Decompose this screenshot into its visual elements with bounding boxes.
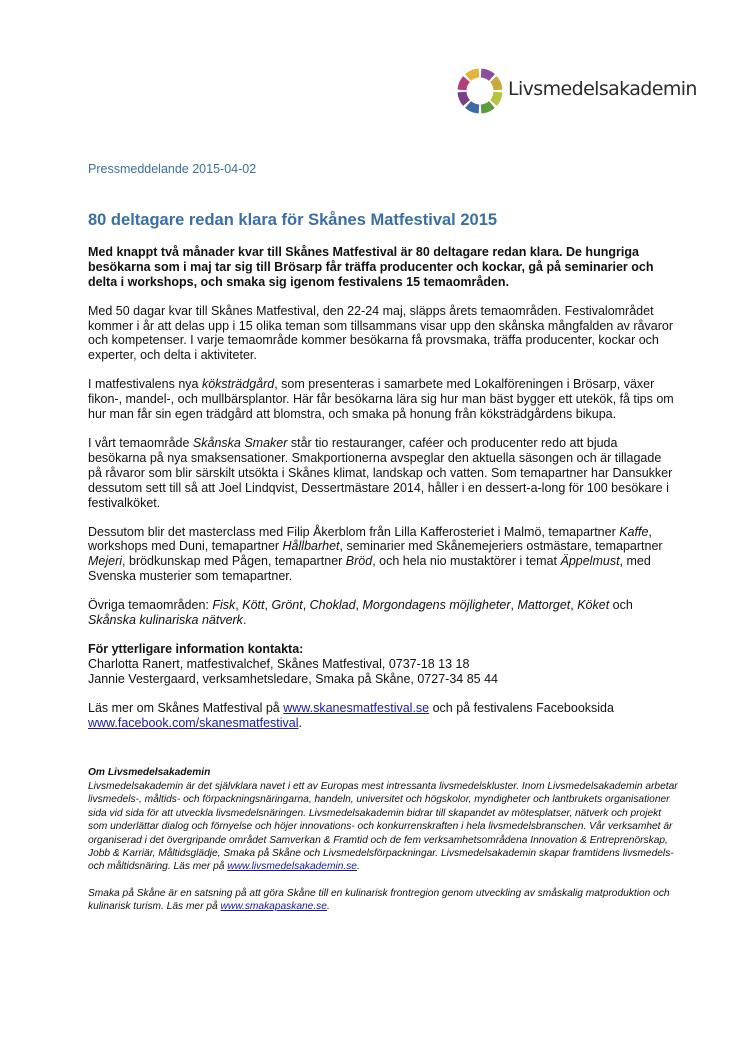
livsmedelsakademin-link[interactable]: www.livsmedelsakademin.se (227, 861, 357, 873)
facebook-link[interactable]: www.facebook.com/skanesmatfestival (88, 715, 299, 730)
paragraph-kitchen-garden: I matfestivalens nya köksträdgård, som presenteras i samarbete med Lokalföreningen i Brösarp, växer fikon-, mandel-, och mullbärsplantor. Här får besökarna lära sig hur man bäst bygger ett utekök, få tips om hur man får sin egen trädgård att blomstra, och smaka på honung från köksträdgårdens bikupa. (88, 377, 674, 422)
paragraph-skanska-smaker: I vårt temaområde Skånska Smaker står tio restauranger, caféer och producenter redo att bjuda besökarna på nya smaksensationer. Smakportionerna avspeglar den aktuella säsongen och är tillagade på råvaror som blir särskilt utsökta i Skånes klimat, landskap och vatten. Som temapartner har Dansukker dessutom sett till så att Joel Lindqvist, Dessertmästare 2014, håller i en dessert-a-long för 100 besökare i festivalköket. (88, 435, 673, 510)
smaka-section: Smaka på Skåne är en satsning på att göra Skåne till en kulinarisk frontregion genom utveckling av småskalig matproduktion och kulinarisk turism. Läs mer på www.smakapaskane.se. (88, 887, 670, 913)
logo-ring-segment (493, 79, 497, 90)
skanesmatfestival-link[interactable]: www.skanesmatfestival.se (283, 700, 430, 715)
logo-ring-segment (493, 92, 497, 103)
paragraph-themes-intro: Med 50 dagar kvar till Skånes Matfestival, den 22-24 maj, släpps årets temaområden. Festivalområdet kommer i år att delas upp i 15 olika teman som tillsammans visar upp den skånska mångfalden av råvaror och kompetenser. I varje temaområde kommer besökarna få provsmaka, träffa producenter, kockar och experter, och delta i aktiviteter. (88, 303, 673, 363)
logo-ring-segment (468, 104, 479, 108)
contact-line: Charlotta Ranert, matfestivalchef, Skånes Matfestival, 0737-18 13 18 (88, 656, 470, 671)
logo-ring-segment (462, 79, 466, 90)
press-date: Pressmeddelande 2015-04-02 (88, 162, 257, 176)
logo-ring-segment (468, 73, 479, 77)
logo-ring-segment (462, 92, 466, 103)
about-title: Om Livsmedelsakademin (88, 767, 211, 779)
read-more: Läs mer om Skånes Matfestival på www.skanesmatfestival.se och på festivalens Facebooksida www.facebook.com/skanesmatfestival. (88, 700, 614, 730)
paragraph-partners: Dessutom blir det masterclass med Filip Åkerblom från Lilla Kafferosteriet i Malmö, temapartner Kaffe, workshops med Duni, temapartner Hållbarhet, seminarier med Skånemejeriers ostmästare, temapartner Mejeri, brödkunskap med Pågen, temapartner Bröd, och hela nio mustaktörer i temat Äppelmust, med Svenska musterier som temapartner. (88, 524, 663, 584)
press-release (88, 162, 678, 914)
contact-line: Jannie Vestergaard, verksamhetsledare, Smaka på Skåne, 0727-34 85 44 (88, 671, 498, 686)
livsmedelsakademin-logo (456, 67, 697, 115)
headline: 80 deltagare redan klara för Skånes Matfestival 2015 (88, 210, 498, 229)
about-section: Om Livsmedelsakademin Livsmedelsakademin är det självklara navet i ett av Europas mest intressanta livsmedelskluster. Inom Livsmedelsakademin arbetar livsmedels-, måltids- och förpackningsnäringarna, handeln, universitet och högskolor, myndigheter och lantbrukets organisationer sida vid sida för att utveckla livsmedelsnäringen. Livsmedelsakademin bidrar till skapandet av mötesplatser, nätverk och projekt som underlättar dialog och förnyelse och höjer innovations- och konkurrenskraften i hela livsmedelsbranschen. Vår verksamhet är organiserad i det övergripande området Samverkan & Framtid och de fem verksamhetsområdena Innovation & Entreprenörskap, Jobb & Karriär, Måltidsglädje, Smaka på Skåne och Livsmedelsförpackningar. Livsmedelsakademin skapar framtidens livsmedels- och måltidsnäring. Läs mer på www.livsmedelsakademin.se. (88, 767, 678, 873)
logo-ring-segment (481, 104, 492, 108)
paragraph-other-themes: Övriga temaområden: Fisk, Kött, Grönt, Choklad, Morgondagens möjligheter, Mattorget, Köket och Skånska kulinariska nätverk. (88, 598, 633, 628)
lead-paragraph: Med knappt två månader kvar till Skånes Matfestival är 80 deltagare redan klara. De hungriga besökarna som i maj tar sig till Brösarp får träffa producenter och kockar, gå på seminarier och delta i workshops, och smaka sig igenom festivalens 15 temaområden. (88, 244, 654, 289)
contact-heading: För ytterligare information kontakta: (88, 641, 304, 656)
logo-ring-icon (456, 67, 504, 115)
logo-ring-segment (481, 73, 492, 77)
contact-block (88, 642, 678, 687)
logo-text: Livsmedelsakademin (508, 78, 697, 100)
smakapaskane-link[interactable]: www.smakapaskane.se (220, 901, 327, 913)
